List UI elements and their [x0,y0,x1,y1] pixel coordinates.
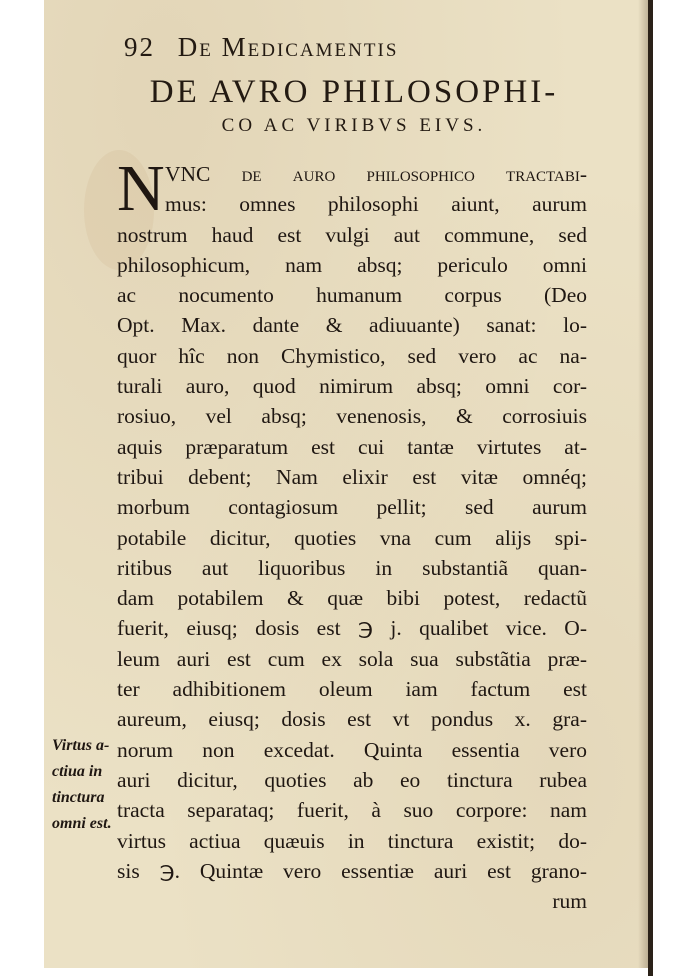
running-title: De Medicamentis [177,32,399,62]
text-line: ter adhibitionem oleum iam factum est [117,677,587,702]
text-line: tracta separataq; fuerit, à suo corpore: nam [117,798,587,823]
marginal-note-line: ctiua in [52,763,103,780]
text-line: ritibus aut liquoribus in substantiã quan- [117,555,587,580]
marginal-note-line: Virtus a- [52,737,110,754]
text-line: ac nocumento humanum corpus (Deo [117,283,587,308]
text-line: dam potabilem & quæ bibi potest, redactũ [117,586,587,611]
text-line: nostrum haud est vulgi aut commune, sed [117,222,587,247]
marginal-note-line: tinctura [52,789,105,806]
text-line: virtus actiua quæuis in tinctura existit; do- [117,828,587,853]
page-edge-shadow [638,0,648,968]
text-line: aureum, eiusq; dosis est vt pondus x. gra- [117,707,587,732]
text-line: philosophicum, nam absq; periculo omni [117,252,587,277]
text-line: aquis præparatum est cui tantæ virtutes at- [117,434,587,459]
text-line: quor hîc non Chymistico, sed vero ac na- [117,343,587,368]
running-head [124,32,398,63]
text-line: sis ℈. Quintæ vero essentiæ auri est grano- [117,858,587,883]
text-line: turali auro, quod nimirum absq; omni cor- [117,374,587,399]
text-line: leum auri est cum ex sola sua substãtia præ- [117,646,587,671]
text-line: auri dicitur, quoties ab eo tinctura rubea [117,767,587,792]
text-line: mus: omnes philosophi aiunt, aurum [165,192,587,217]
marginal-note-line: omni est. [52,815,112,832]
binding-edge [648,0,653,976]
page-number: 92 [124,32,155,62]
marginal-note [52,733,152,837]
text-line: potabile dicitur, quoties vna cum alijs spi- [117,525,587,550]
text-line: norum non excedat. Quinta essentia vero [117,737,587,762]
chapter-title [114,73,594,141]
body-text [117,152,587,916]
catchword: rum [552,889,587,914]
text-line: Opt. Max. dante & adiuuante) sanat: lo- [117,313,587,338]
drop-cap: N [117,152,165,225]
text-line: VNC de auro philosophico tractabi- [165,162,587,186]
text-line: rosiuo, vel absq; venenosis, & corrosiuis [117,404,587,429]
text-line: morbum contagiosum pellit; sed aurum [117,495,587,520]
chapter-title-line-1: DE AVRO PHILOSOPHI- [149,74,559,110]
text-line: tribui debent; Nam elixir est vitæ omnéq; [117,464,587,489]
text-line: fuerit, eiusq; dosis est ℈ j. qualibet vice. O- [117,616,587,641]
chapter-title-line-2: CO AC VIRIBVS EIVS. [221,115,487,136]
